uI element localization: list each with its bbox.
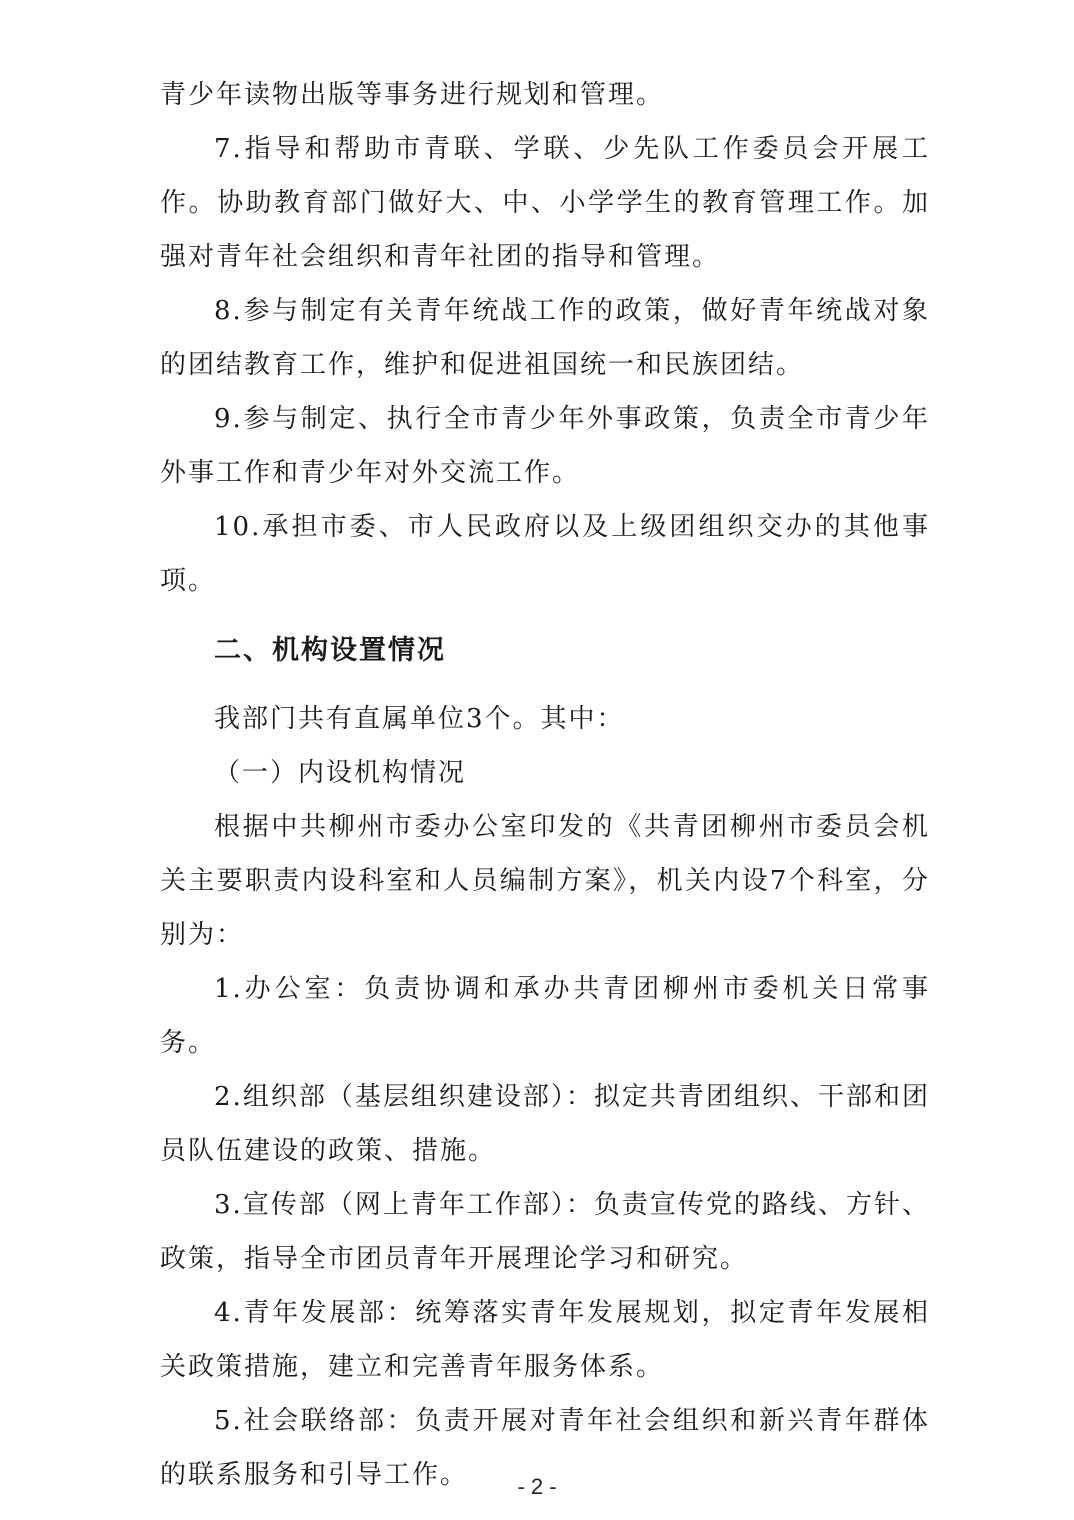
paragraph-basis: 根据中共柳州市委办公室印发的《共青团柳州市委员会机关主要职责内设科室和人员编制方案》，机关内设7个科室，分别为： xyxy=(160,812,930,950)
paragraph-units-intro: 我部门共有直属单位3个。其中： xyxy=(214,704,625,734)
paragraph-item-10: 10.承担市委、市人民政府以及上级团组织交办的其他事项。 xyxy=(160,512,930,596)
paragraph-continuation: 青少年读物出版等事务进行规划和管理。 xyxy=(160,80,665,110)
paragraph-item-7: 7.指导和帮助市青联、学联、少先队工作委员会开展工作。协助教育部门做好大、中、小学学生的教育管理工作。加强对青年社会组织和青年社团的指导和管理。 xyxy=(160,134,930,272)
paragraph-social-liaison-dept: 5.社会联络部：负责开展对青年社会组织和新兴青年群体的联系服务和引导工作。 xyxy=(160,1406,930,1490)
paragraph-publicity-dept: 3.宣传部（网上青年工作部）：负责宣传党的路线、方针、政策，指导全市团员青年开展理论学习和研究。 xyxy=(160,1190,930,1274)
section-heading: 二、机构设置情况 xyxy=(214,635,446,666)
paragraph-office: 1.办公室：负责协调和承办共青团柳州市委机关日常事务。 xyxy=(160,974,930,1058)
paragraph-organization-dept: 2.组织部（基层组织建设部）：拟定共青团组织、干部和团员队伍建设的政策、措施。 xyxy=(160,1082,930,1166)
paragraph-subheading: （一）内设机构情况 xyxy=(214,758,467,788)
paragraph-item-8: 8.参与制定有关青年统战工作的政策，做好青年统战对象的团结教育工作，维护和促进祖国统一和民族团结。 xyxy=(160,296,930,380)
paragraph-youth-development-dept: 4.青年发展部：统筹落实青年发展规划，拟定青年发展相关政策措施，建立和完善青年服务体系。 xyxy=(160,1298,930,1382)
paragraph-item-9: 9.参与制定、执行全市青少年外事政策，负责全市青少年外事工作和青少年对外交流工作。 xyxy=(160,404,930,488)
page-number: - 2 - xyxy=(517,1474,557,1499)
document-body xyxy=(160,68,930,1502)
